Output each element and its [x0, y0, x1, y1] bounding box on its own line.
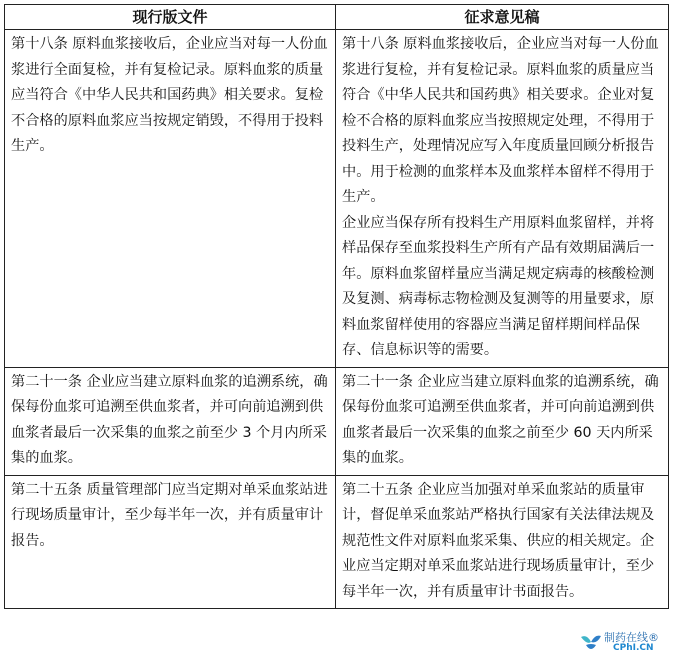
paragraph: 第十八条 原料血浆接收后，企业应当对每一人份血浆进行复检，并有复检记录。原料血浆的质量应当符合《中华人民共和国药典》相关要求。企业对复检不合格的原料血浆应当按照规定处理，不得用于投料生产，处理情况应写入年度质量回顾分析报告中。用于检测的血浆样本及血浆样本留样不得用于生产。: [342, 36, 659, 205]
header-draft-version: 征求意见稿: [336, 5, 669, 30]
comparison-table: [4, 4, 669, 609]
paragraph: 第二十一条 企业应当建立原料血浆的追溯系统，确保每份血浆可追溯至供血浆者，并可向前追溯到供血浆者最后一次采集的血浆之前至少 3 个月内所采集的血浆。: [11, 373, 328, 466]
paragraph: 第二十一条 企业应当建立原料血浆的追溯系统，确保每份血浆可追溯至供血浆者，并可向前追溯到供血浆者最后一次采集的血浆之前至少 60 天内所采集的血浆。: [342, 373, 659, 466]
paragraph: 企业应当保存所有投料生产用原料血浆留样，并将样品保存至血浆投料生产所有产品有效期届满后一年。原料血浆留样量应当满足规定病毒的核酸检测及复测、病毒标志物检测及复测等的用量要求，原料血浆留样使用的容器应当满足留样期间样品保存、信息标识等的需要。: [342, 214, 655, 358]
header-current-version: 现行版文件: [5, 5, 336, 30]
cell-draft-article-21: [336, 367, 669, 475]
table-row: [5, 475, 669, 609]
watermark: [579, 628, 671, 658]
cell-current-article-18: [5, 30, 336, 368]
watermark-text-en: CPhI.CN: [613, 643, 654, 653]
paragraph: 第二十五条 质量管理部门应当定期对单采血浆站进行现场质量审计，至少每半年一次，并有质量审计报告。: [11, 481, 328, 549]
cell-draft-article-25: [336, 475, 669, 609]
cell-draft-article-18: [336, 30, 669, 368]
cphi-logo-icon: [579, 630, 603, 654]
table-row: [5, 367, 669, 475]
cell-current-article-21: [5, 367, 336, 475]
paragraph: 第十八条 原料血浆接收后，企业应当对每一人份血浆进行全面复检，并有复检记录。原料血浆的质量应当符合《中华人民共和国药典》相关要求。复检不合格的原料血浆应当按规定销毁，不得用于投料生产。: [11, 36, 328, 154]
paragraph: 第二十五条 企业应当加强对单采血浆站的质量审计，督促单采血浆站严格执行国家有关法律法规及规范性文件对原料血浆采集、供应的相关规定。企业应当定期对单采血浆站进行现场质量审计，至少每半年一次，并有质量审计书面报告。: [342, 481, 655, 600]
watermark-text-cn: 制药在线®: [604, 631, 659, 644]
table-row: [5, 30, 669, 368]
cell-current-article-25: [5, 475, 336, 609]
table-header-row: [5, 5, 669, 30]
